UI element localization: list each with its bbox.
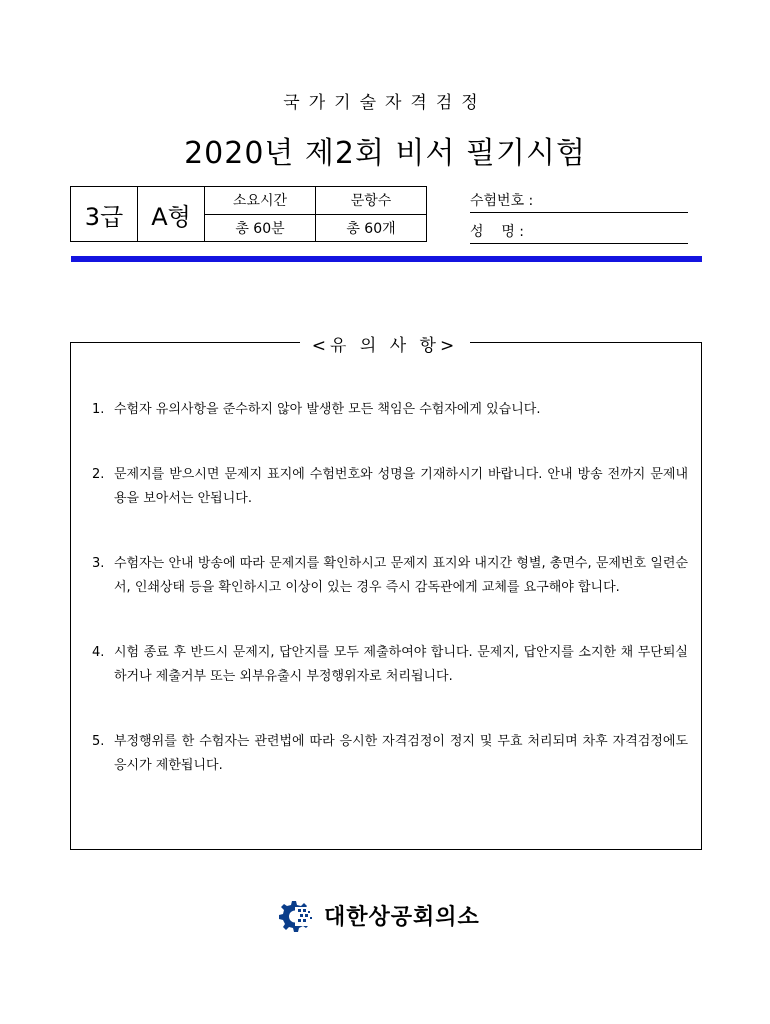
header-divider [71,256,702,262]
notice-item-text: 부정행위를 한 수험자는 관련법에 따라 응시한 자격검정이 정지 및 무효 처리되며 차후 자격검정에도 응시가 제한됩니다. [114,734,688,773]
examinee-number-label: 수험번호 : [470,193,534,209]
notice-item-number: 3. [92,556,105,571]
notice-title-text: <유 의 사 항> [300,336,470,356]
notice-item-number: 1. [92,402,105,417]
chamber-logo [270,897,480,933]
notice-item-text: 수험자 유의사항을 준수하지 않아 발생한 모든 책임은 수험자에게 있습니다. [114,402,541,417]
notice-title [0,331,770,356]
notice-item [92,398,688,422]
count-value: 총 60개 [316,214,427,242]
time-label: 소요시간 [205,187,316,215]
notice-item-number: 2. [92,467,105,482]
notice-item-number: 4. [92,645,105,660]
exam-title: 2020년 제2회 비서 필기시험 [184,136,586,171]
exam-info-table [70,186,427,242]
chamber-name: 대한상공회의소 [324,904,480,930]
notice-item-number: 5. [92,734,105,749]
notice-item-text: 시험 종료 후 반드시 문제지, 답안지를 모두 제출하여야 합니다. 문제지, 답안지를 소지한 채 무단퇴실 하거나 제출거부 또는 외부유출시 부정행위자로 처리됩니다. [114,645,688,684]
examinee-fields [470,190,688,252]
notice-item [92,463,688,511]
notice-item [92,552,688,600]
time-value: 총 60분 [205,214,316,242]
notice-item [92,730,688,778]
examinee-number-field[interactable] [470,190,688,213]
examinee-name-field[interactable] [470,221,688,244]
notice-item-text: 수험자는 안내 방송에 따라 문제지를 확인하시고 문제지 표지와 내지간 형별, 총면수, 문제번호 일련순서, 인쇄상태 등을 확인하시고 이상이 있는 경우 즉시 감독관에게 교체를 요구해야 합니다. [114,556,688,595]
notice-list [92,398,688,819]
examinee-name-label: 성 명 : [470,224,525,240]
notice-item [92,641,688,689]
grade-cell: 3급 [71,187,138,242]
notice-item-text: 문제지를 받으시면 문제지 표지에 수험번호와 성명을 기재하시기 바랍니다. 안내 방송 전까지 문제내용을 보아서는 안됩니다. [114,467,688,506]
chamber-gear-icon [270,897,320,933]
organization-heading: 국가기술자격검정 [283,93,487,113]
count-label: 문항수 [316,187,427,215]
type-cell: A형 [138,187,205,242]
